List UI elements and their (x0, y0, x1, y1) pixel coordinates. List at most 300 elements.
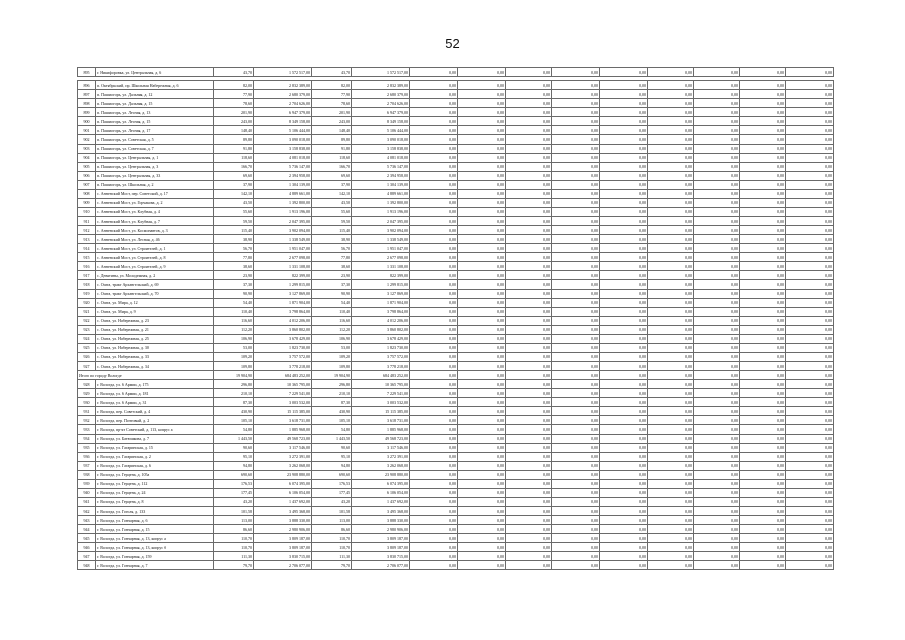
value-cell: 0,00 (648, 389, 694, 398)
value-cell: 0,00 (600, 443, 648, 452)
value-cell: 0,00 (506, 235, 552, 244)
value-cell: 0,00 (600, 516, 648, 525)
row-number-cell: 922 (78, 316, 96, 325)
value-cell: 0,00 (410, 425, 458, 434)
value-cell: 0,00 (740, 135, 786, 144)
address-cell: с. Ошта, ул. Набережная, д. 25 (96, 334, 214, 343)
value-cell: 0,00 (648, 362, 694, 371)
value-cell: 0,00 (458, 217, 506, 226)
row-number-cell: 929 (78, 389, 96, 398)
value-cell: 0,00 (410, 316, 458, 325)
value-cell: 0,00 (506, 443, 552, 452)
value-cell: 118,60 (214, 153, 254, 162)
value-cell: 0,00 (694, 162, 740, 171)
row-number-cell: 902 (78, 135, 96, 144)
value-cell: 0,00 (740, 543, 786, 552)
value-cell: 0,00 (506, 162, 552, 171)
address-cell: с. Ошта, ул. Набережная, д. 34 (96, 362, 214, 371)
value-cell: 0,00 (506, 108, 552, 117)
value-cell: 0,00 (694, 171, 740, 180)
value-cell: 0,00 (740, 525, 786, 534)
value-cell: 0,00 (694, 289, 740, 298)
value-cell: 0,00 (786, 425, 834, 434)
value-cell: 0,00 (648, 180, 694, 189)
value-cell: 0,00 (458, 497, 506, 506)
value-cell: 0,00 (506, 407, 552, 416)
value-cell: 0,00 (552, 162, 600, 171)
table-row (78, 389, 834, 398)
value-cell: 0,00 (458, 68, 506, 77)
value-cell: 0,00 (648, 488, 694, 497)
value-cell: 2 980 906,00 (352, 525, 410, 534)
value-cell: 87,30 (214, 398, 254, 407)
value-cell: 0,00 (786, 271, 834, 280)
value-cell: 0,00 (458, 244, 506, 253)
value-cell: 0,00 (410, 99, 458, 108)
row-number-cell: 916 (78, 262, 96, 271)
value-cell: 0,00 (786, 117, 834, 126)
value-cell: 0,00 (506, 180, 552, 189)
value-cell: 0,00 (694, 271, 740, 280)
value-cell: 1 392 800,00 (352, 198, 410, 207)
value-cell: 0,00 (506, 534, 552, 543)
value-cell: 0,00 (786, 162, 834, 171)
value-cell: 0,00 (410, 479, 458, 488)
value-cell: 0,00 (740, 398, 786, 407)
value-cell: 0,00 (506, 307, 552, 316)
value-cell: 0,00 (552, 497, 600, 506)
address-cell: г. Вологда, ул. Гончарная, д. 13, копрус а (96, 534, 214, 543)
value-cell: 0,00 (458, 488, 506, 497)
value-cell: 4 889 661,00 (254, 189, 312, 198)
row-number-cell: 932 (78, 416, 96, 425)
value-cell: 3 262 068,00 (254, 461, 312, 470)
value-cell: 3 778 218,00 (352, 362, 410, 371)
value-cell: 0,00 (740, 461, 786, 470)
row-number-cell: 937 (78, 461, 96, 470)
address-cell: с. Ошта, ул. Набережная, д. 23 (96, 316, 214, 325)
value-cell: 0,00 (600, 244, 648, 253)
value-cell: 0,00 (600, 117, 648, 126)
value-cell: 4 012 206,00 (352, 316, 410, 325)
value-cell: 0,00 (740, 289, 786, 298)
value-cell: 0,00 (458, 371, 506, 380)
value-cell: 0,00 (458, 407, 506, 416)
value-cell: 0,00 (410, 108, 458, 117)
value-cell: 110,70 (214, 534, 254, 543)
value-cell: 210,10 (214, 389, 254, 398)
value-cell: 0,00 (694, 434, 740, 443)
value-cell: 0,00 (648, 189, 694, 198)
value-cell: 0,00 (648, 280, 694, 289)
value-cell: 0,00 (410, 271, 458, 280)
value-cell: 0,00 (506, 99, 552, 108)
value-cell: 0,00 (740, 153, 786, 162)
value-cell: 176,53 (214, 479, 254, 488)
table-row (78, 207, 834, 216)
value-cell: 0,00 (600, 479, 648, 488)
address-cell: с. Ошта, ул. Набережная, д. 21 (96, 325, 214, 334)
value-cell: 101,58 (312, 507, 352, 516)
value-cell: 0,00 (786, 180, 834, 189)
value-cell: 6 947 379,00 (254, 108, 312, 117)
value-cell: 0,00 (410, 534, 458, 543)
value-cell: 243,00 (214, 117, 254, 126)
value-cell: 38,60 (312, 262, 352, 271)
table-row (78, 443, 834, 452)
value-cell: 0,00 (740, 171, 786, 180)
value-cell: 112,20 (214, 325, 254, 334)
table-row (78, 90, 834, 99)
value-cell: 0,00 (786, 488, 834, 497)
value-cell: 110,70 (312, 534, 352, 543)
value-cell: 0,00 (410, 507, 458, 516)
value-cell: 0,00 (600, 416, 648, 425)
value-cell: 0,00 (410, 352, 458, 361)
value-cell: 2 677 098,00 (254, 253, 312, 262)
value-cell: 0,00 (648, 325, 694, 334)
address-cell: с. Девятины, ул. Молодежная, д. 2 (96, 271, 214, 280)
value-cell: 109,20 (214, 352, 254, 361)
address-cell: с. Ошта, ул. Набережная, д. 33 (96, 352, 214, 361)
address-cell: г. Вологда, пер. Советский, д. 4 (96, 407, 214, 416)
value-cell: 0,00 (600, 99, 648, 108)
value-cell: 3 127 869,00 (254, 289, 312, 298)
value-cell: 38,60 (214, 262, 254, 271)
address-cell: с. Анненский Мост, ул. Клубная, д. 4 (96, 207, 214, 216)
value-cell: 0,00 (410, 262, 458, 271)
value-cell: 1 304 139,00 (352, 180, 410, 189)
value-cell: 0,00 (786, 461, 834, 470)
table-row (78, 108, 834, 117)
value-cell: 0,00 (506, 262, 552, 271)
value-cell: 0,00 (694, 108, 740, 117)
value-cell: 0,00 (740, 561, 786, 570)
table-row (78, 416, 834, 425)
value-cell: 0,00 (694, 244, 740, 253)
value-cell: 0,00 (786, 325, 834, 334)
value-cell: 0,00 (600, 352, 648, 361)
value-cell: 0,00 (506, 189, 552, 198)
value-cell: 0,00 (648, 516, 694, 525)
value-cell: 0,00 (740, 99, 786, 108)
value-cell: 0,00 (506, 316, 552, 325)
value-cell: 0,00 (740, 198, 786, 207)
value-cell: 0,00 (458, 171, 506, 180)
value-cell: 1 299 815,00 (352, 280, 410, 289)
value-cell: 105,10 (214, 416, 254, 425)
row-number-cell: 926 (78, 352, 96, 361)
value-cell: 56,70 (312, 244, 352, 253)
value-cell: 0,00 (410, 298, 458, 307)
value-cell: 0,00 (740, 207, 786, 216)
value-cell: 3 090 018,00 (352, 135, 410, 144)
value-cell: 0,00 (648, 262, 694, 271)
row-number-cell: 899 (78, 108, 96, 117)
value-cell: 0,00 (552, 461, 600, 470)
address-cell: г. Вологда, ул. Гоголя, д. 133 (96, 507, 214, 516)
value-cell: 3 495 368,00 (254, 507, 312, 516)
value-cell: 0,00 (552, 425, 600, 434)
address-cell: п. Пашиогорь, ул. Дальняя, д. 12 (96, 90, 214, 99)
value-cell: 1 437 692,00 (352, 497, 410, 506)
value-cell: 0,00 (740, 507, 786, 516)
value-cell: 0,00 (740, 235, 786, 244)
value-cell: 0,00 (458, 461, 506, 470)
value-cell: 0,00 (552, 507, 600, 516)
value-cell: 0,00 (648, 380, 694, 389)
value-cell: 49 568 723,00 (352, 434, 410, 443)
value-cell: 23 908 880,00 (352, 470, 410, 479)
value-cell: 7 229 541,00 (254, 389, 312, 398)
value-cell: 0,00 (600, 289, 648, 298)
value-cell: 430,90 (312, 407, 352, 416)
value-cell: 0,00 (694, 235, 740, 244)
value-cell: 0,00 (694, 99, 740, 108)
value-cell: 0,00 (600, 235, 648, 244)
value-cell: 0,00 (506, 298, 552, 307)
value-cell: 77,90 (214, 90, 254, 99)
value-cell: 0,00 (552, 180, 600, 189)
value-cell: 0,00 (552, 479, 600, 488)
value-cell: 90,90 (214, 289, 254, 298)
value-cell: 0,00 (694, 398, 740, 407)
row-number-cell: 944 (78, 525, 96, 534)
value-cell: 0,00 (786, 198, 834, 207)
table-row (78, 380, 834, 389)
value-cell: 1 304 139,00 (254, 180, 312, 189)
value-cell: 0,00 (506, 380, 552, 389)
value-cell: 1 885 968,00 (254, 425, 312, 434)
table-row (78, 452, 834, 461)
value-cell: 3 809 187,00 (352, 543, 410, 552)
page-number: 52 (445, 36, 460, 51)
address-cell: с. Анненский Мост, ул. Строителей, д. 9 (96, 262, 214, 271)
value-cell: 0,00 (506, 362, 552, 371)
value-cell: 0,00 (694, 543, 740, 552)
table-row (78, 425, 834, 434)
value-cell: 115,40 (312, 226, 352, 235)
table-row (78, 525, 834, 534)
value-cell: 0,00 (694, 189, 740, 198)
value-cell: 5 736 147,00 (254, 162, 312, 171)
value-cell: 176,53 (312, 479, 352, 488)
value-cell: 0,00 (410, 525, 458, 534)
value-cell: 0,00 (740, 189, 786, 198)
value-cell: 0,00 (458, 416, 506, 425)
value-cell: 0,00 (694, 425, 740, 434)
value-cell: 0,00 (648, 217, 694, 226)
value-cell: 0,00 (506, 543, 552, 552)
address-cell: с. Ошта, тракт Архангельский, д. 69 (96, 280, 214, 289)
value-cell: 0,00 (786, 99, 834, 108)
value-cell: 90,90 (312, 289, 352, 298)
value-cell: 3 117 546,00 (254, 443, 312, 452)
row-number-cell: 900 (78, 117, 96, 126)
address-cell: г. Никифоровка, ул. Центральная, д. 6 (96, 68, 214, 77)
address-cell: с. Анненский Мост, ул. Горчакова, д. 2 (96, 198, 214, 207)
table-row (78, 534, 834, 543)
value-cell: 5 106 444,00 (254, 126, 312, 135)
address-cell: п. Пашиогорь, ул. Советская, д. 7 (96, 144, 214, 153)
value-cell: 0,00 (740, 144, 786, 153)
value-cell: 0,00 (552, 362, 600, 371)
value-cell: 0,00 (458, 343, 506, 352)
value-cell: 0,00 (506, 525, 552, 534)
value-cell: 0,00 (694, 207, 740, 216)
value-cell: 0,00 (694, 226, 740, 235)
value-cell: 0,00 (600, 90, 648, 99)
table-row (78, 180, 834, 189)
value-cell: 1 885 968,00 (352, 425, 410, 434)
address-cell: п. Пашиогорь, ул. Лесная, д. 17 (96, 126, 214, 135)
value-cell: 0,00 (600, 497, 648, 506)
value-cell: 0,00 (458, 153, 506, 162)
value-cell: 3 860 802,00 (254, 325, 312, 334)
value-cell: 0,00 (740, 253, 786, 262)
value-cell: 0,00 (694, 452, 740, 461)
value-cell: 1 331 108,00 (352, 262, 410, 271)
value-cell: 0,00 (458, 180, 506, 189)
value-cell: 0,00 (648, 416, 694, 425)
value-cell: 8 349 158,00 (352, 117, 410, 126)
value-cell: 201,90 (214, 108, 254, 117)
value-cell: 0,00 (552, 416, 600, 425)
value-cell: 0,00 (600, 316, 648, 325)
value-cell: 2 047 395,00 (352, 217, 410, 226)
value-cell: 0,00 (410, 416, 458, 425)
value-cell: 0,00 (740, 380, 786, 389)
address-cell: с. Анненский Мост, ул. Строителей, д. 8 (96, 253, 214, 262)
row-number-cell: 947 (78, 552, 96, 561)
value-cell: 0,00 (458, 398, 506, 407)
value-cell: 0,00 (740, 117, 786, 126)
value-cell: 0,00 (410, 443, 458, 452)
value-cell: 3 272 391,00 (254, 452, 312, 461)
row-number-cell: 913 (78, 235, 96, 244)
value-cell: 0,00 (506, 126, 552, 135)
value-cell: 0,00 (552, 126, 600, 135)
value-cell: 0,00 (740, 343, 786, 352)
value-cell: 0,00 (458, 271, 506, 280)
value-cell: 0,00 (786, 407, 834, 416)
value-cell: 0,00 (410, 117, 458, 126)
value-cell: 0,00 (786, 516, 834, 525)
value-cell: 0,00 (600, 108, 648, 117)
table-row (78, 253, 834, 262)
value-cell: 0,00 (552, 334, 600, 343)
row-number-cell: 946 (78, 543, 96, 552)
value-cell: 0,00 (552, 371, 600, 380)
value-cell: 0,00 (600, 488, 648, 497)
value-cell: 0,00 (600, 525, 648, 534)
value-cell: 0,00 (694, 443, 740, 452)
value-cell: 0,00 (552, 443, 600, 452)
address-cell: г. Вологда, ул. 6 Армии, д. 181 (96, 389, 214, 398)
value-cell: 0,00 (600, 470, 648, 479)
value-cell: 0,00 (410, 162, 458, 171)
table-row (78, 398, 834, 407)
value-cell: 0,00 (410, 362, 458, 371)
value-cell: 0,00 (694, 516, 740, 525)
row-number-cell: 941 (78, 497, 96, 506)
table-row (78, 153, 834, 162)
value-cell: 0,00 (740, 479, 786, 488)
value-cell: 2 704 626,00 (254, 99, 312, 108)
value-cell: 0,00 (458, 253, 506, 262)
value-cell: 0,00 (458, 262, 506, 271)
table-row (78, 162, 834, 171)
value-cell: 3 262 068,00 (352, 461, 410, 470)
value-cell: 0,00 (410, 135, 458, 144)
address-cell: с. Анненский Мост, ул. Космонавтов, д. 3 (96, 226, 214, 235)
table-row (78, 81, 834, 90)
value-cell: 3 127 869,00 (352, 289, 410, 298)
row-number-cell: 920 (78, 298, 96, 307)
value-cell: 3 003 532,00 (352, 398, 410, 407)
value-cell: 111,30 (214, 552, 254, 561)
value-cell: 19 904,90 (312, 371, 352, 380)
value-cell: 3 809 187,00 (254, 543, 312, 552)
value-cell: 0,00 (600, 407, 648, 416)
value-cell: 0,00 (600, 180, 648, 189)
value-cell: 0,00 (458, 162, 506, 171)
value-cell: 0,00 (740, 162, 786, 171)
value-cell: 0,00 (552, 516, 600, 525)
value-cell: 0,00 (552, 452, 600, 461)
address-cell: п. Пашиогорь, ул. Советская, д. 5 (96, 135, 214, 144)
table-row (78, 235, 834, 244)
value-cell: 0,00 (648, 108, 694, 117)
value-cell: 822 399,00 (254, 271, 312, 280)
value-cell: 0,00 (648, 398, 694, 407)
address-cell: с. Анненский Мост, ул. Лесная, д. 46 (96, 235, 214, 244)
value-cell: 0,00 (552, 253, 600, 262)
row-number-cell: 919 (78, 289, 96, 298)
value-cell: 0,00 (506, 253, 552, 262)
value-cell: 78,60 (312, 99, 352, 108)
value-cell: 0,00 (648, 235, 694, 244)
row-number-cell: 904 (78, 153, 96, 162)
value-cell: 10 365 795,00 (352, 380, 410, 389)
row-number-cell: 906 (78, 171, 96, 180)
value-cell: 105,10 (312, 416, 352, 425)
address-cell: г. Вологда, ул. Гончарная, д. 7 (96, 561, 214, 570)
value-cell: 5 736 147,00 (352, 162, 410, 171)
value-cell: 0,00 (648, 552, 694, 561)
value-cell: 0,00 (458, 380, 506, 389)
value-cell: 1 913 196,00 (254, 207, 312, 216)
value-cell: 0,00 (648, 452, 694, 461)
value-cell: 0,00 (506, 352, 552, 361)
row-number-cell: 918 (78, 280, 96, 289)
value-cell: 0,00 (740, 443, 786, 452)
value-cell: 0,00 (648, 162, 694, 171)
address-cell: г. Вологда, ул. Гончарная, д. 6 (96, 516, 214, 525)
table-row (78, 135, 834, 144)
value-cell: 0,00 (740, 552, 786, 561)
value-cell: 243,00 (312, 117, 352, 126)
value-cell: 0,00 (600, 298, 648, 307)
value-cell: 0,00 (600, 207, 648, 216)
value-cell: 56,70 (214, 244, 254, 253)
value-cell: 3 830 715,00 (254, 552, 312, 561)
value-cell: 0,00 (694, 81, 740, 90)
value-cell: 0,00 (786, 316, 834, 325)
value-cell: 0,00 (694, 334, 740, 343)
value-cell: 0,00 (506, 334, 552, 343)
value-cell: 91,80 (214, 144, 254, 153)
